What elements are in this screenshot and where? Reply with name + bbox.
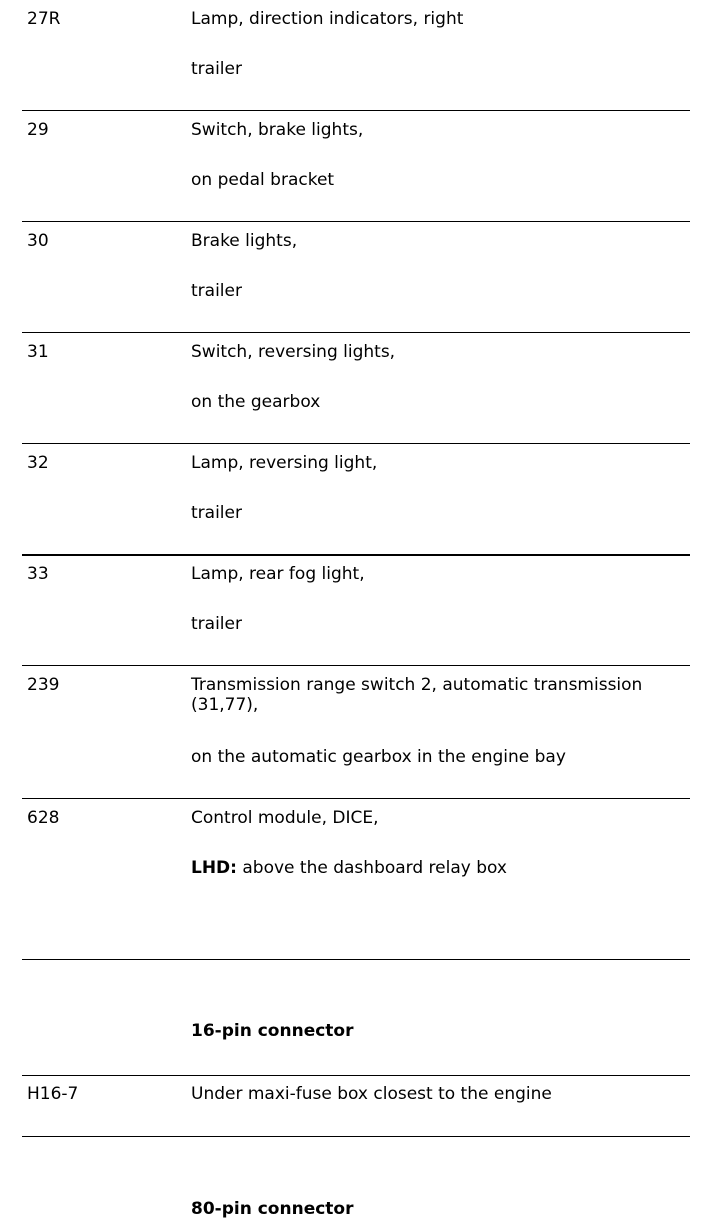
- row-divider: [22, 665, 690, 666]
- component-location: trailer: [191, 614, 242, 634]
- component-description: Lamp, direction indicators, right: [191, 9, 464, 29]
- component-description: Lamp, reversing light,: [191, 453, 378, 473]
- component-code: 33: [27, 564, 49, 584]
- component-code: 31: [27, 342, 49, 362]
- component-description: Switch, brake lights,: [191, 120, 364, 140]
- location-text: above the dashboard relay box: [236, 858, 507, 878]
- component-code: 32: [27, 453, 49, 473]
- location-label-lhd: LHD:: [191, 858, 237, 878]
- section-heading-80-pin: 80-pin connector: [191, 1199, 354, 1219]
- row-divider: [22, 221, 690, 222]
- component-code: 239: [27, 675, 60, 695]
- component-location: trailer: [191, 503, 242, 523]
- row-divider: [22, 554, 690, 556]
- component-description: Transmission range switch 2, automatic transmission (31,77),: [191, 675, 643, 715]
- component-code: 29: [27, 120, 49, 140]
- row-divider: [22, 1136, 690, 1137]
- component-location: on pedal bracket: [191, 170, 335, 190]
- row-divider: [22, 1075, 690, 1076]
- component-location: trailer: [191, 281, 242, 301]
- connector-location: Under maxi-fuse box closest to the engine: [191, 1084, 552, 1104]
- component-location: on the automatic gearbox in the engine bay: [191, 747, 566, 767]
- component-code: 628: [27, 808, 60, 828]
- component-code: 27R: [27, 9, 61, 29]
- row-divider: [22, 110, 690, 111]
- row-divider: [22, 332, 690, 333]
- component-description: Switch, reversing lights,: [191, 342, 396, 362]
- component-description: Brake lights,: [191, 231, 298, 251]
- component-description: Control module, DICE,: [191, 808, 379, 828]
- component-code: 30: [27, 231, 49, 251]
- connector-code: H16-7: [27, 1084, 79, 1104]
- row-divider: [22, 959, 690, 960]
- component-location: trailer: [191, 59, 242, 79]
- component-location: on the gearbox: [191, 392, 321, 412]
- row-divider: [22, 443, 690, 444]
- row-divider: [22, 798, 690, 799]
- section-heading-16-pin: 16-pin connector: [191, 1021, 354, 1041]
- component-location: [191, 858, 507, 878]
- component-description: Lamp, rear fog light,: [191, 564, 365, 584]
